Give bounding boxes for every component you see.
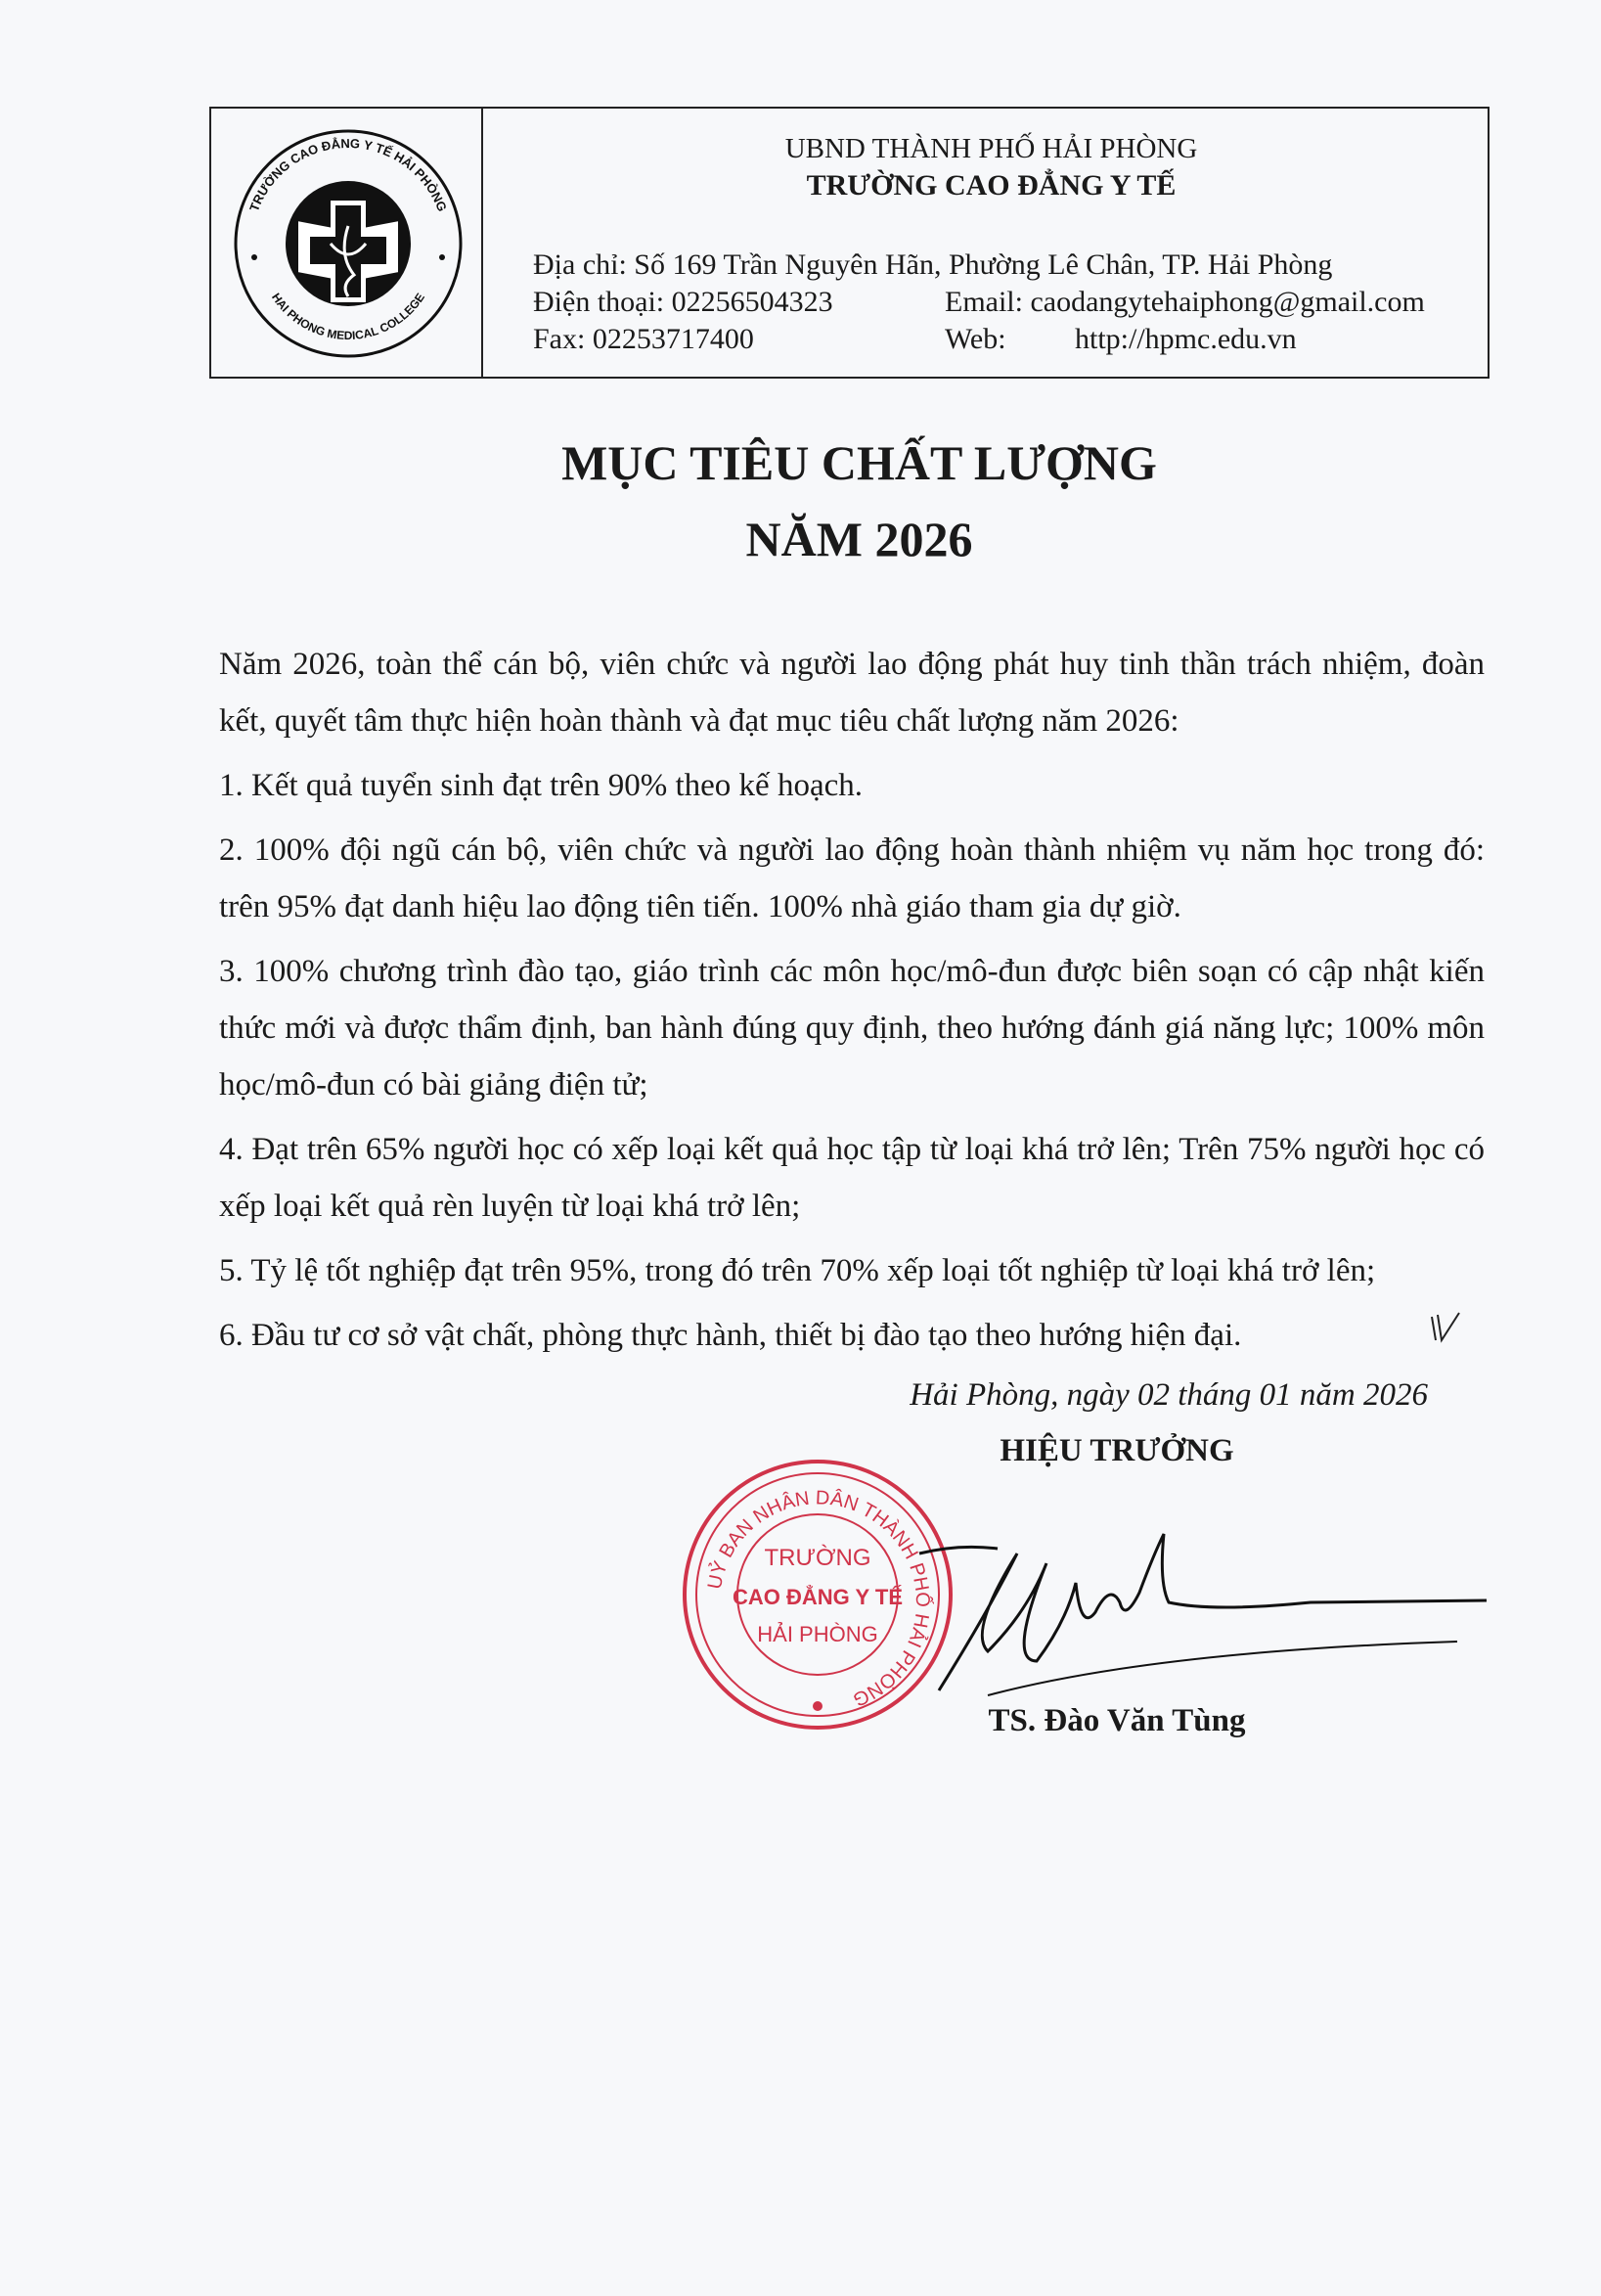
parent-organization: UBND THÀNH PHỐ HẢI PHÒNG (784, 133, 1198, 164)
signature-block (219, 1417, 1485, 1749)
svg-text:CAO ĐẲNG Y TẾ: CAO ĐẲNG Y TẾ (733, 1585, 903, 1609)
web-url: http://hpmc.edu.vn (1075, 323, 1297, 355)
svg-text:HẢI PHÒNG: HẢI PHÒNG (757, 1622, 878, 1646)
svg-text:TRƯỜNG CAO ĐẲNG Y TẾ HẢI PHÒNG: TRƯỜNG CAO ĐẲNG Y TẾ HẢI PHÒNG (246, 135, 450, 214)
intro-paragraph: Năm 2026, toàn thể cán bộ, viên chức và người lao động phát huy tinh thần trách nhiệm, đoàn kết, quyết tâm thực hiện hoàn thành và đạt mục tiêu chất lượng năm 2026: (219, 647, 1485, 739)
letterhead (209, 107, 1490, 379)
email: Email: caodangytehaiphong@gmail.com (945, 286, 1425, 318)
document-content (219, 636, 1485, 1749)
goal-item: 1. Kết quả tuyển sinh đạt trên 90% theo kế hoạch. (219, 768, 863, 803)
document-title: MỤC TIÊU CHẤT LƯỢNG (561, 435, 1157, 490)
goal-item: 3. 100% chương trình đào tạo, giáo trình các môn học/mô-đun được biên soạn có cập nhật kiến thức mới và được thẩm định, ban hành đúng quy định, theo hướng đánh giá năng lực; 100% môn học/mô-đun có bài giảng điện tử; (219, 954, 1485, 1103)
goal-item: 6. Đầu tư cơ sở vật chất, phòng thực hành, thiết bị đào tạo theo hướng hiện đại. (219, 1318, 1242, 1353)
document-body (219, 636, 1485, 1364)
svg-text:TRƯỜNG: TRƯỜNG (764, 1545, 871, 1571)
web-label: Web: (945, 323, 1006, 355)
signer-name: TS. Đào Văn Tùng (988, 1703, 1246, 1738)
fax: Fax: 02253717400 (533, 323, 754, 355)
organization-name: TRƯỜNG CAO ĐẲNG Y TẾ (806, 169, 1177, 202)
document-year: NĂM 2026 (745, 512, 973, 566)
goal-item: 4. Đạt trên 65% người học có xếp loại kết quả học tập từ loại khá trở lên; Trên 75% người học có xếp loại kết quả rèn luyện từ loại khá trở lên; (219, 1132, 1485, 1224)
svg-text:HAI PHONG MEDICAL COLLEGE: HAI PHONG MEDICAL COLLEGE (269, 291, 427, 343)
handwritten-signature (910, 1505, 1496, 1700)
phone: Điện thoại: 02256504323 (533, 286, 833, 318)
address: Địa chỉ: Số 169 Trần Nguyên Hãn, Phường Lê Chân, TP. Hải Phòng (533, 248, 1333, 281)
school-logo (233, 128, 464, 359)
initial-mark-icon (1426, 1307, 1465, 1346)
letterhead-divider (481, 109, 483, 377)
svg-text:UỶ BAN NHÂN DÂN THÀNH PHỐ HẢI: UỶ BAN NHÂN DÂN THÀNH PHỐ HẢI PHÒNG (703, 1487, 934, 1711)
goal-item: 5. Tỷ lệ tốt nghiệp đạt trên 95%, trong đó trên 70% xếp loại tốt nghiệp từ loại khá trở lên; (219, 1253, 1376, 1288)
goal-item: 2. 100% đội ngũ cán bộ, viên chức và người lao động hoàn thành nhiệm vụ năm học trong đó: trên 95% đạt danh hiệu lao động tiên tiến. 100% nhà giáo tham gia dự giờ. (219, 833, 1485, 924)
signer-title: HIỆU TRƯỞNG (1000, 1433, 1234, 1468)
signing-date: Hải Phòng, ngày 02 tháng 01 năm 2026 (910, 1377, 1428, 1413)
